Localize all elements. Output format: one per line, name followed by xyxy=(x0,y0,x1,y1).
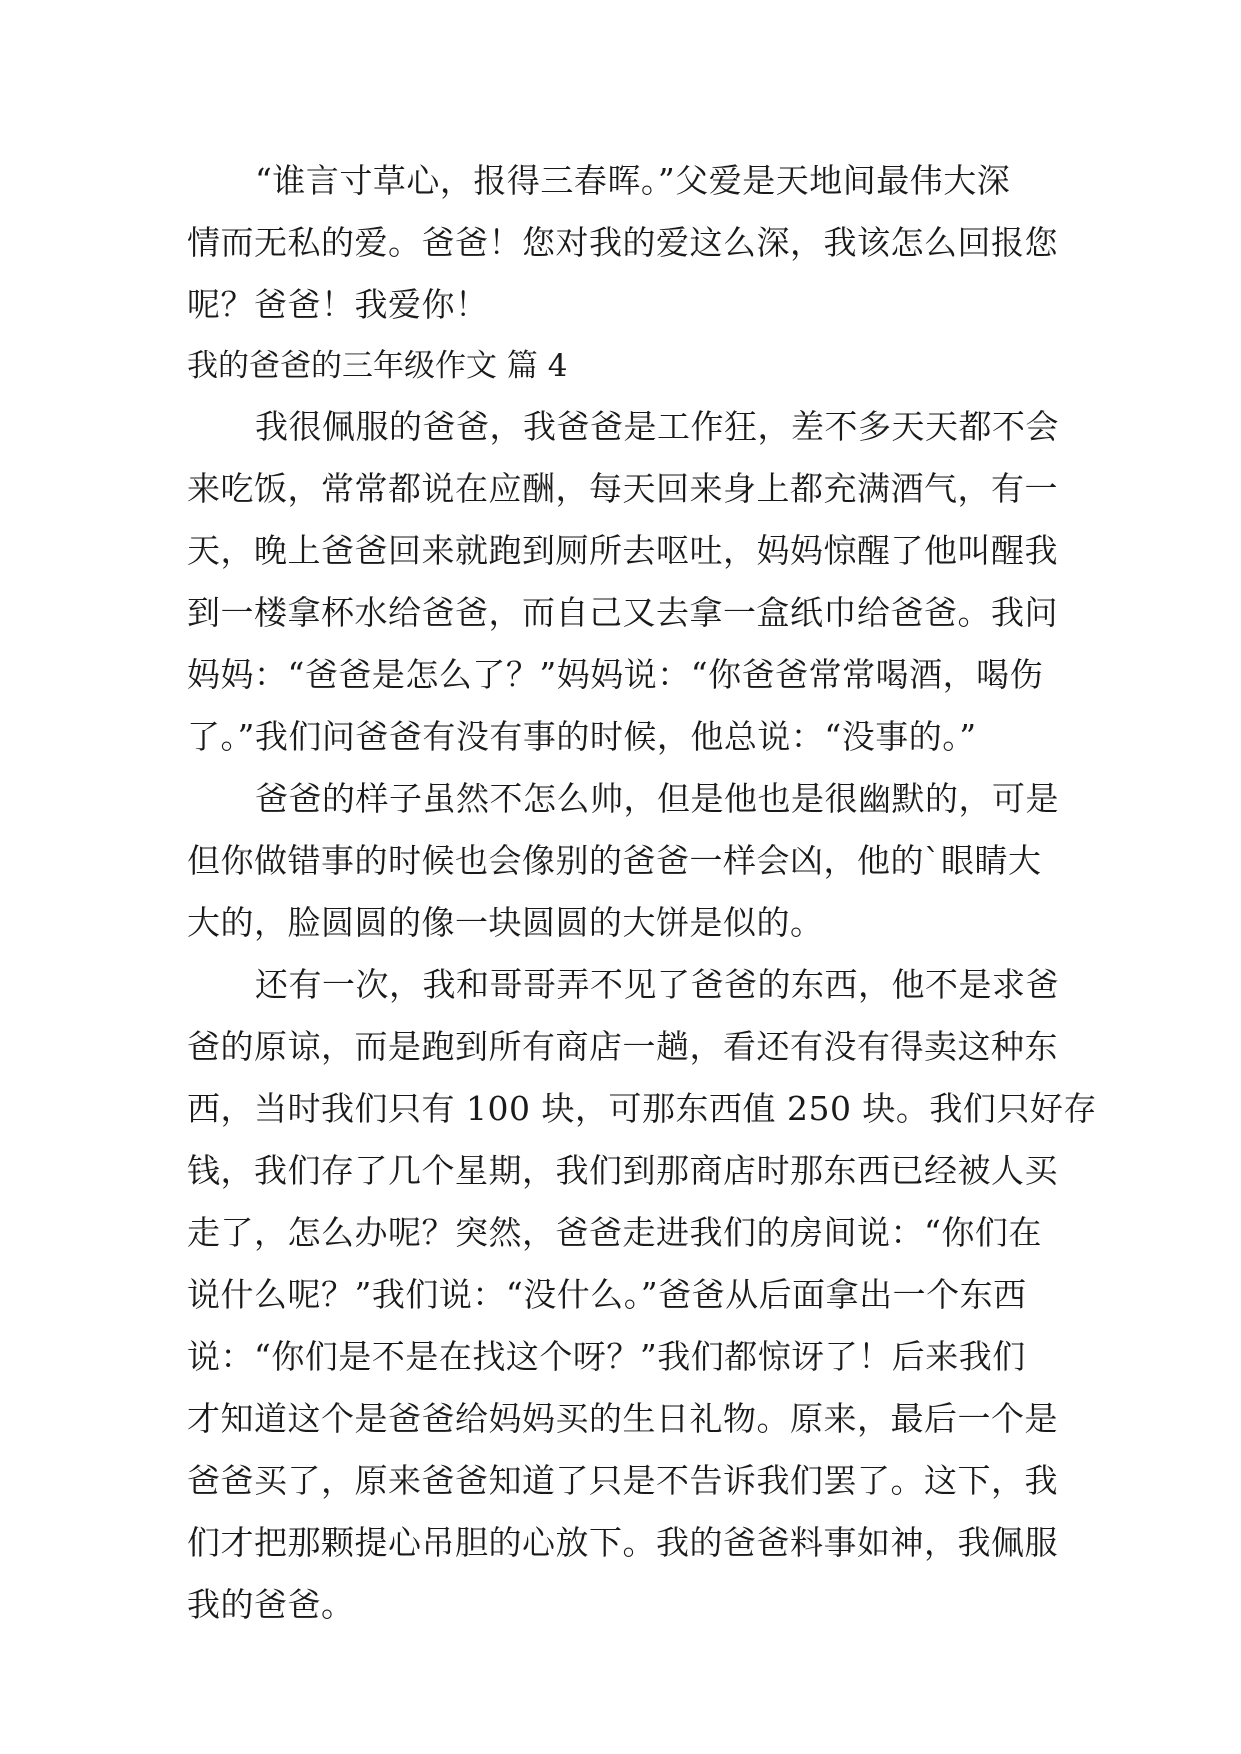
paragraph-line: 了。”我们问爸爸有没有事的时候，他总说：“没事的。” xyxy=(187,717,977,756)
paragraph-line: 们才把那颗提心吊胆的心放下。我的爸爸料事如神，我佩服 xyxy=(187,1523,1058,1562)
section-heading: 我的爸爸的三年级作文 篇 4 xyxy=(187,348,568,384)
paragraph-line: 来吃饭，常常都说在应酬，每天回来身上都充满酒气，有一 xyxy=(187,469,1058,508)
paragraph-line: 妈妈：“爸爸是怎么了？”妈妈说：“你爸爸常常喝酒，喝伤 xyxy=(187,655,1044,694)
paragraph-line: 我很佩服的爸爸，我爸爸是工作狂，差不多天天都不会 xyxy=(255,407,1059,446)
paragraph-line: 说什么呢？”我们说：“没什么。”爸爸从后面拿出一个东西 xyxy=(187,1275,1027,1314)
paragraph-line: 天，晚上爸爸回来就跑到厕所去呕吐，妈妈惊醒了他叫醒我 xyxy=(187,531,1058,570)
paragraph-line: 走了，怎么办呢？突然，爸爸走进我们的房间说：“你们在 xyxy=(187,1213,1042,1252)
paragraph-line: 爸爸买了，原来爸爸知道了只是不告诉我们罢了。这下，我 xyxy=(187,1461,1058,1500)
paragraph-line: “谁言寸草心，报得三春晖。”父爱是天地间最伟大深 xyxy=(255,161,1011,200)
paragraph-line: 爸的原谅，而是跑到所有商店一趟，看还有没有得卖这种东 xyxy=(187,1027,1058,1066)
paragraph-line: 爸爸的样子虽然不怎么帅，但是他也是很幽默的，可是 xyxy=(255,779,1059,818)
paragraph-line: 还有一次，我和哥哥弄不见了爸爸的东西，他不是求爸 xyxy=(255,965,1059,1004)
paragraph-line: 我的爸爸。 xyxy=(187,1585,355,1624)
document-page xyxy=(187,150,1097,1636)
paragraph-line: 到一楼拿杯水给爸爸，而自己又去拿一盒纸巾给爸爸。我问 xyxy=(187,593,1058,632)
paragraph-line: 大的，脸圆圆的像一块圆圆的大饼是似的。 xyxy=(187,903,824,942)
paragraph-line: 但你做错事的时候也会像别的爸爸一样会凶，他的`眼睛大 xyxy=(187,841,1042,880)
paragraph-line: 西，当时我们只有 100 块，可那东西值 250 块。我们只好存 xyxy=(187,1089,1097,1128)
paragraph-line: 才知道这个是爸爸给妈妈买的生日礼物。原来，最后一个是 xyxy=(187,1399,1058,1438)
paragraph-line: 呢？爸爸！我爱你！ xyxy=(187,285,489,324)
paragraph-line: 钱，我们存了几个星期，我们到那商店时那东西已经被人买 xyxy=(187,1151,1058,1190)
paragraph-line: 说：“你们是不是在找这个呀？”我们都惊讶了！后来我们 xyxy=(187,1337,1026,1376)
paragraph-line: 情而无私的爱。爸爸！您对我的爱这么深，我该怎么回报您 xyxy=(187,223,1058,262)
